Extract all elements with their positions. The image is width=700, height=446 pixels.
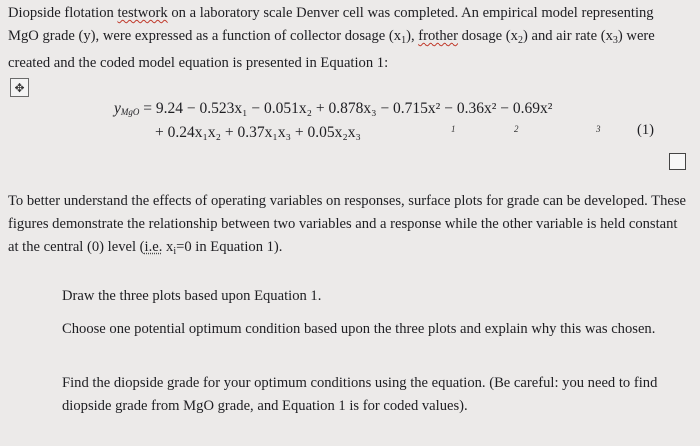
equation-lhs-sub: MgO [120,107,140,117]
checkbox-icon[interactable] [669,153,686,170]
spellcheck-word-frother: frother [418,28,458,44]
equation-line-1 [114,100,552,118]
spellcheck-word-testwork: testwork [117,5,168,21]
move-anchor-icon[interactable]: ✥ [10,78,29,97]
task-item-1: Draw the three plots based upon Equation 1. [62,288,322,304]
equation-number: (1) [637,122,655,138]
paragraph-text: =0 in Equation 1). [176,239,283,255]
intro-text: ), [406,28,419,44]
subscript: i [173,246,177,257]
task-item-2: Choose one potential optimum condition based upon the three plots and explain why this was chosen. [62,321,656,337]
equation-terms-2: + 0.24x₁x₂ + 0.37x₁x₃ + 0.05x₂x₃ [155,124,361,141]
intro-text: on a laboratory scale Denver cell was completed. An empirical model representing MgO grade (y), were expressed as a function of collector dosage (x [8,5,654,44]
subscript: 3 [612,35,618,46]
equation-lhs-var: y [114,100,121,117]
intro-text: ) were created and the coded model equation is presented in Equation 1: [8,28,655,71]
intro-text: dosage (x [457,28,518,44]
intro-text: ) and air rate (x [522,28,613,44]
subscript: 1 [401,35,407,46]
paragraph-text: x [162,239,174,255]
equation-orphan-sub-1: 1 [451,124,456,134]
equation-terms-1: = 9.24 − 0.523x₁ − 0.051x₂ + 0.878x₃ − 0.715x² − 0.36x² − 0.69x² [143,100,553,117]
intro-text: Diopside flotation [8,5,118,21]
equation-orphan-sub-3: 3 [596,124,601,134]
surface-plots-paragraph [8,190,688,263]
equation-orphan-sub-2: 2 [514,124,519,134]
equation-line-2 [155,124,361,142]
intro-paragraph [8,2,688,75]
paragraph-text: To better understand the effects of operating variables on responses, surface plots for grade can be developed. These figures demonstrate the relationship between two variables and a response while the other variable is held constant at the central (0) level ( [8,193,687,255]
ie-abbrev: i.e. [144,239,163,255]
subscript: 2 [517,35,523,46]
task-item-3: Find the diopside grade for your optimum conditions using the equation. (Be careful: you need to find diopside grade from MgO grade, and Equation 1 is for coded values). [62,375,658,414]
